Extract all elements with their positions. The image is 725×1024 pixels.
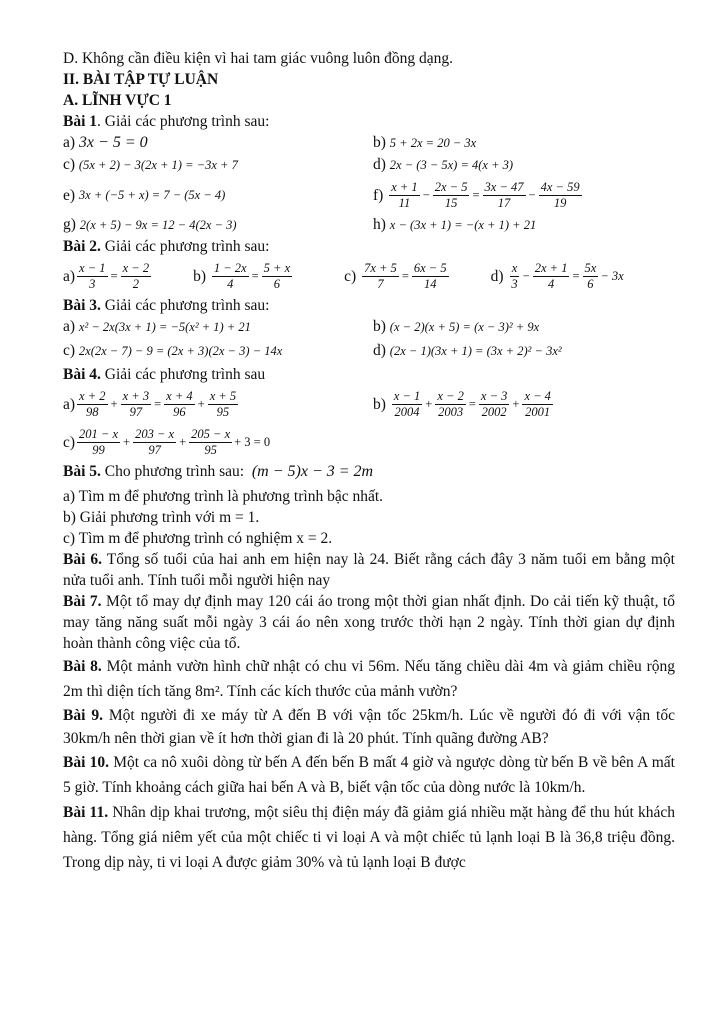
bai1-b-eq: 5 + 2x = 20 − 3x <box>389 136 477 150</box>
bai1-heading: Bài 1. Giải các phương trình sau: <box>63 113 270 130</box>
bai1-h-eq: x − (3x + 1) = −(x + 1) + 21 <box>389 218 537 232</box>
bai4-c-eq: c) $\frac{201 - x}{99}$ + $\frac{203 - x}{97}$ + $\frac{205 - x}{95}$ + 3 = 0 <box>63 426 271 457</box>
bai2-heading: Bài 2. Giải các phương trình sau: <box>63 238 270 255</box>
bai4-row-ab <box>63 385 675 423</box>
bai5-c: c) Tìm m để phương trình có nghiệm x = 2. <box>63 530 333 547</box>
bai11-text: Bài 11. Nhân dịp khai trương, một siêu thị điện máy đã giảm giá nhiều mặt hàng để thu hút khách hàng. Tổng giá niêm yết của một chiếc ti vi loại A và một chiếc tủ lạnh loại B là 36,8 triệu đồng. Trong dịp này, ti vi loại A được giảm 30% và tủ lạnh loại B được <box>63 804 675 871</box>
bai1-row-gh: g) 2(x + 5) − 9x = 12 − 4(2x − 3) h) x − (3x + 1) = −(x + 1) + 21 <box>63 216 537 233</box>
bai5-b: b) Giải phương trình với m = 1. <box>63 509 260 526</box>
bai6-text: Bài 6. Tổng số tuổi của hai anh em hiện nay là 24. Biết rằng cách đây 3 năm tuổi em bằng một nửa tuổi anh. Tính tuổi mỗi người hiện nay <box>63 551 675 589</box>
bai10-text: Bài 10. Một ca nô xuôi dòng từ bến A đến bến B mất 4 giờ và ngược dòng từ bến B về bên A mất 5 giờ. Tính khoảng cách giữa hai bến A và B, biết vận tốc của dòng nước là 10km/h. <box>63 754 675 796</box>
bai1-c-eq: (5x + 2) − 3(2x + 1) = −3x + 7 <box>78 158 238 172</box>
bai5-eq: (m − 5)x − 3 = 2m <box>251 463 374 480</box>
bai3-heading: Bài 3. Giải các phương trình sau: <box>63 297 270 314</box>
bai1-f-eq: f) $\frac{x + 1}{11}$ − $\frac{2x - 5}{15}$ = $\frac{3x - 47}{17}$ − $\frac{4x - 59}{19}$ <box>373 179 580 210</box>
bai3-a-eq: x² − 2x(3x + 1) = −5(x² + 1) + 21 <box>78 320 251 334</box>
bai1-a-eq: 3x − 5 = 0 <box>78 134 148 151</box>
section-heading: II. BÀI TẬP TỰ LUẬN <box>63 71 219 88</box>
bai3-row-ab: a) x² − 2x(3x + 1) = −5(x² + 1) + 21 b) (x − 2)(x + 5) = (x − 3)² + 9x <box>63 318 540 335</box>
bai3-b-eq: (x − 2)(x + 5) = (x − 3)² + 9x <box>389 320 540 334</box>
bai1-row-ef: e) 3x + (−5 + x) = 7 − (5x − 4) f) $\frac{x + 1}{11}$ − $\frac{2x - 5}{15}$ = $\frac{3x - 47}{17}$ − $\frac{4x - 59}{19}$ <box>63 176 675 214</box>
bai1-row-ab: a) 3x − 5 = 0 b) 5 + 2x = 20 − 3x <box>63 134 477 151</box>
bai7-text: Bài 7. Một tổ may dự định may 120 cái áo trong một thời gian nhất định. Do cải tiến kỹ thuật, tổ may tăng năng suất mỗi ngày 3 cái áo nên xong trước thời hạn 2 ngày. Tính thời gian dự định hoàn thành công việc của tổ. <box>63 593 675 652</box>
bai1-row-cd: c) (5x + 2) − 3(2x + 1) = −3x + 7 d) 2x − (3 − 5x) = 4(x + 3) <box>63 156 514 173</box>
bai9-text: Bài 9. Một người đi xe máy từ A đến B với vận tốc 25km/h. Lúc về người đó đi với vận tốc 30km/h nên thời gian về ít hơn thời gian đi là 20 phút. Tính quãng đường AB? <box>63 707 675 747</box>
bai1-e-eq: 3x + (−5 + x) = 7 − (5x − 4) <box>78 187 226 202</box>
bai2-equations: a) $\frac{x - 1}{3}$ = $\frac{x - 2}{2}$ b) $\frac{1 - 2x}{4}$ = $\frac{5 + x}{6}$ c) $\frac{7x + 5}{7}$ = $\frac{6x - 5}{14}$ d) $\frac{x}{3}$ − $\frac{2x + 1}{4}$ = $\frac{5x}{6}$ − 3x <box>63 260 624 291</box>
bai1-g-eq: 2(x + 5) − 9x = 12 − 4(2x − 3) <box>79 218 237 232</box>
bai3-d-eq: (2x − 1)(3x + 1) = (3x + 2)² − 3x² <box>389 344 562 358</box>
bai8-text: Bài 8. Một mảnh vườn hình chữ nhật có chu vi 56m. Nếu tăng chiều dài 4m và giảm chiều rộng 2m thì diện tích tăng 8m². Tính các kích thước của mảnh vườn? <box>63 658 675 700</box>
bai4-a-eq: a) $\frac{x + 2}{98}$ + $\frac{x + 3}{97}$ = $\frac{x + 4}{96}$ + $\frac{x + 5}{95}$ <box>63 388 237 419</box>
bai1-d-eq: 2x − (3 − 5x) = 4(x + 3) <box>389 158 514 172</box>
bai4-heading: Bài 4. Giải các phương trình sau <box>63 366 266 383</box>
bai5-a: a) Tìm m để phương trình là phương trình bậc nhất. <box>63 488 384 505</box>
field-heading: A. LĨNH VỰC 1 <box>63 92 172 109</box>
bai3-row-cd: c) 2x(2x − 7) − 9 = (2x + 3)(2x − 3) − 14x d) (2x − 1)(3x + 1) = (3x + 2)² − 3x² <box>63 342 562 359</box>
bai4-b-eq: b) $\frac{x - 1}{2004}$ + $\frac{x - 2}{2003}$ = $\frac{x - 3}{2002}$ + $\frac{x - 4}{2001}$ <box>373 388 551 419</box>
bai3-c-eq: 2x(2x − 7) − 9 = (2x + 3)(2x − 3) − 14x <box>78 344 283 358</box>
option-d: D. Không cần điều kiện vì hai tam giác vuông luôn đồng dạng. <box>63 50 454 67</box>
document-page <box>63 48 675 875</box>
bai5-heading: Bài 5. Cho phương trình sau: (m − 5)x − 3 = 2m <box>63 463 374 480</box>
